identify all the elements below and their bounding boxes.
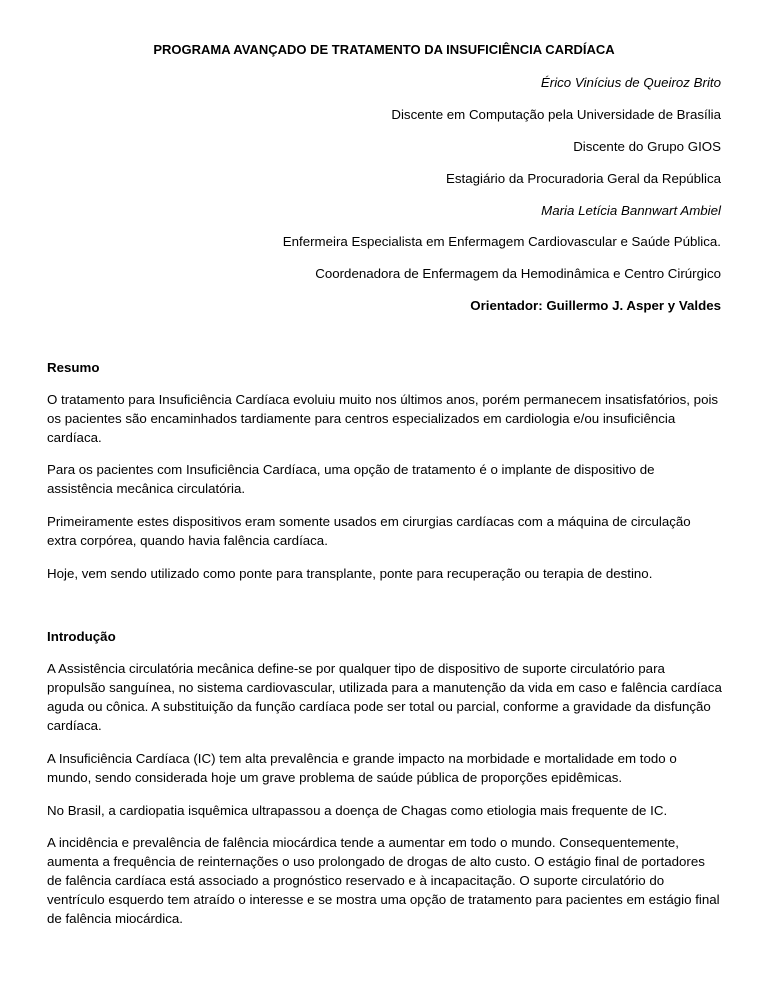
paragraph: O tratamento para Insuficiência Cardíaca evoluiu muito nos últimos anos, porém permanecem insatisfatórios, pois os pacientes são encaminhados tardiamente para centros especializados em cardiologia e/ou insuficiência cardíaca.	[47, 392, 719, 445]
paragraph: A incidência e prevalência de falência miocárdica tende a aumentar em todo o mundo. Consequentemente, aumenta a frequência de reinternações o uso prolongado de drogas de alto custo. O estágio final de portadores de falência cardíaca está associado a prognóstico reservado e à incapacitação. O suporte circulatório do ventrículo esquerdo tem atraído o interesse e se mostra uma opção de tratamento para pacientes em estágio final de falência miocárdica.	[47, 835, 720, 926]
paragraph: Hoje, vem sendo utilizado como ponte para transplante, ponte para recuperação ou terapia de destino.	[47, 566, 653, 581]
author-affiliation-4: Enfermeira Especialista em Enfermagem Cardiovascular e Saúde Pública.	[282, 234, 721, 249]
author-affiliation-2: Discente do Grupo GIOS	[573, 139, 721, 154]
author-affiliation-3: Estagiário da Procuradoria Geral da República	[446, 171, 721, 186]
author-affiliation-1: Discente em Computação pela Universidade de Brasília	[391, 107, 721, 122]
author-name-2: Maria Letícia Bannwart Ambiel	[541, 203, 721, 218]
section-heading-resumo: Resumo	[47, 360, 100, 375]
paragraph: A Assistência circulatória mecânica define-se por qualquer tipo de dispositivo de suporte circulatório para propulsão sanguínea, no sistema cardiovascular, utilizada para a manutenção da vida em caso e falência cardíaca aguda ou cônica. A substituição da função cardíaca pode ser total ou parcial, conforme a gravidade da disfunção cardíaca.	[47, 661, 722, 733]
paragraph: Primeiramente estes dispositivos eram somente usados em cirurgias cardíacas com a máquina de circulação extra corpórea, quando havia falência cardíaca.	[47, 514, 691, 548]
paragraph: Para os pacientes com Insuficiência Cardíaca, uma opção de tratamento é o implante de dispositivo de assistência mecânica circulatória.	[47, 462, 655, 496]
paragraph: A Insuficiência Cardíaca (IC) tem alta prevalência e grande impacto na morbidade e mortalidade em todo o mundo, sendo considerada hoje um grave problema de saúde pública de proporções epidêmicas.	[47, 751, 677, 785]
advisor: Orientador: Guillermo J. Asper y Valdes	[470, 298, 721, 313]
author-affiliation-5: Coordenadora de Enfermagem da Hemodinâmica e Centro Cirúrgico	[315, 266, 721, 281]
author-name-1: Érico Vinícius de Queiroz Brito	[540, 75, 721, 90]
section-heading-introducao: Introdução	[47, 629, 116, 644]
document-title: PROGRAMA AVANÇADO DE TRATAMENTO DA INSUFICIÊNCIA CARDÍACA	[153, 42, 615, 57]
paragraph: No Brasil, a cardiopatia isquêmica ultrapassou a doença de Chagas como etiologia mais frequente de IC.	[47, 803, 668, 818]
